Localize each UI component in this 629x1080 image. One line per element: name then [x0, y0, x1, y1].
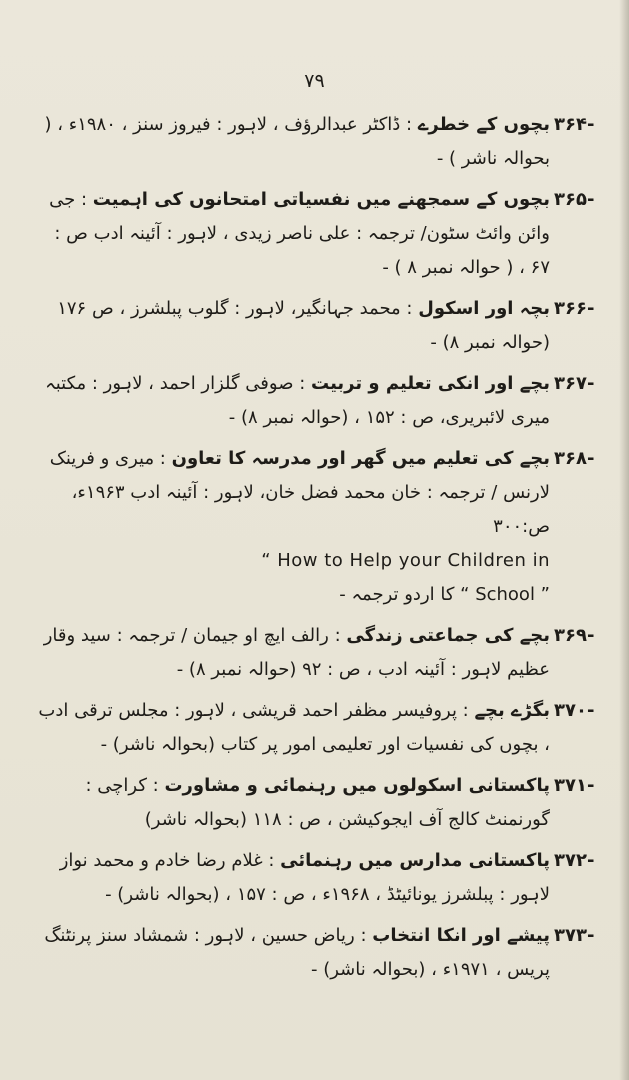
list-item: [34, 619, 614, 687]
entry-text: [34, 844, 554, 912]
entry-number: -۳۷۳: [554, 925, 595, 946]
list-item: [34, 442, 614, 612]
entry-title: پاکستانی مدارس میں رہنمائی: [280, 850, 550, 871]
list-item: [34, 367, 614, 435]
entry-number: -۳۶۹: [554, 625, 595, 646]
list-item: [34, 694, 614, 762]
entry-text: [34, 694, 554, 762]
entry-title: بچوں کے سمجھنے میں نفسیاتی امتحانوں کی اہمیت: [92, 189, 550, 210]
entry-number: -۳۷۰: [554, 700, 595, 721]
entry-english-title: “ How to Help your Children in: [261, 550, 550, 571]
entry-text: [34, 183, 554, 285]
entry-number: -۳۶۶: [554, 298, 595, 319]
entry-number: -۳۶۵: [554, 189, 595, 210]
entry-details: : کراچی : گورنمنٹ کالج آف ایجوکیشن ، ص : ۱۱۸ (بحوالہ ناشر): [85, 775, 550, 830]
entry-number: -۳۶۴: [554, 114, 595, 135]
entry-number: -۳۷۲: [554, 850, 595, 871]
list-item: [34, 844, 614, 912]
entry-number: -۳۶۷: [554, 373, 595, 394]
entry-details: : ڈاکٹر عبدالرؤف ، لاہور : فیروز سنز ، ۱۹۸۰ء ، ( بحوالہ ناشر ) -: [44, 114, 550, 169]
entry-title: بچے کی تعلیم میں گھر اور مدرسہ کا تعاون: [171, 448, 550, 469]
page-number: ۷۹: [304, 70, 325, 92]
entry-text: [34, 108, 554, 176]
list-item: [34, 108, 614, 176]
entry-details: : ریاض حسین ، لاہور : شمشاد سنز پرنٹنگ پریس ، ۱۹۷۱ء ، (بحوالہ ناشر) -: [44, 925, 550, 980]
entry-details: : غلام رضا خادم و محمد نواز لاہور : پبلشرز یونائیٹڈ ، ۱۹۶۸ء ، ص : ۱۵۷ ، (بحوالہ ناشر) -: [59, 850, 550, 905]
entry-number: -۳۶۸: [554, 448, 595, 469]
entry-details: : صوفی گلزار احمد ، لاہور : مکتبہ میری لائبریری، ص : ۱۵۲ ، (حوالہ نمبر ۸) -: [45, 373, 550, 428]
entry-details: : محمد جہانگیر، لاہور : گلوب پبلشرز ، ص ۱۷۶ (حوالہ نمبر ۸) -: [57, 298, 550, 353]
bibliography-list: [34, 108, 614, 994]
entry-title: بگڑے بچے: [474, 700, 550, 721]
entry-title: بچہ اور اسکول: [418, 298, 550, 319]
entry-details: : پروفیسر مظفر احمد قریشی ، لاہور : مجلس ترقی ادب ، بچوں کی نفسیات اور تعلیمی امور پر کتاب (بحوالہ ناشر) -: [38, 700, 550, 755]
list-item: [34, 769, 614, 837]
list-item: [34, 183, 614, 285]
entry-title: پیشے اور انکا انتخاب: [372, 925, 550, 946]
entry-details: : میری و فرینک لارنس / ترجمہ : خان محمد فضل خان، لاہور : آئینہ ادب ۱۹۶۳ء، ص:۳۰۰: [49, 448, 550, 537]
entry-text: [34, 619, 554, 687]
entry-title: بچے اور انکی تعلیم و تربیت: [311, 373, 550, 394]
entry-title: پاکستانی اسکولوں میں رہنمائی و مشاورت: [164, 775, 550, 796]
entry-text: [34, 367, 554, 435]
entry-title: بچے کی جماعتی زندگی: [346, 625, 550, 646]
entry-number: -۳۷۱: [554, 775, 595, 796]
entry-details: : رالف ایچ او جیمان / ترجمہ : سید وقار عظیم لاہور : آئینہ ادب ، ص : ۹۲ (حوالہ نمبر ۸) -: [43, 625, 550, 680]
entry-title: بچوں کے خطرے: [417, 114, 550, 135]
list-item: [34, 919, 614, 987]
entry-text: [34, 919, 554, 987]
entry-details: : جی وائن وائٹ سٹون/ ترجمہ : علی ناصر زیدی ، لاہور : آئینہ ادب ص : ۶۷ ، ( حوالہ نمبر ۸ ) -: [49, 189, 550, 278]
entry-tail: ” School “ کا اردو ترجمہ -: [339, 584, 550, 605]
entry-text: [34, 769, 554, 837]
entry-text: [34, 292, 554, 360]
list-item: [34, 292, 614, 360]
entry-text: [34, 442, 554, 612]
